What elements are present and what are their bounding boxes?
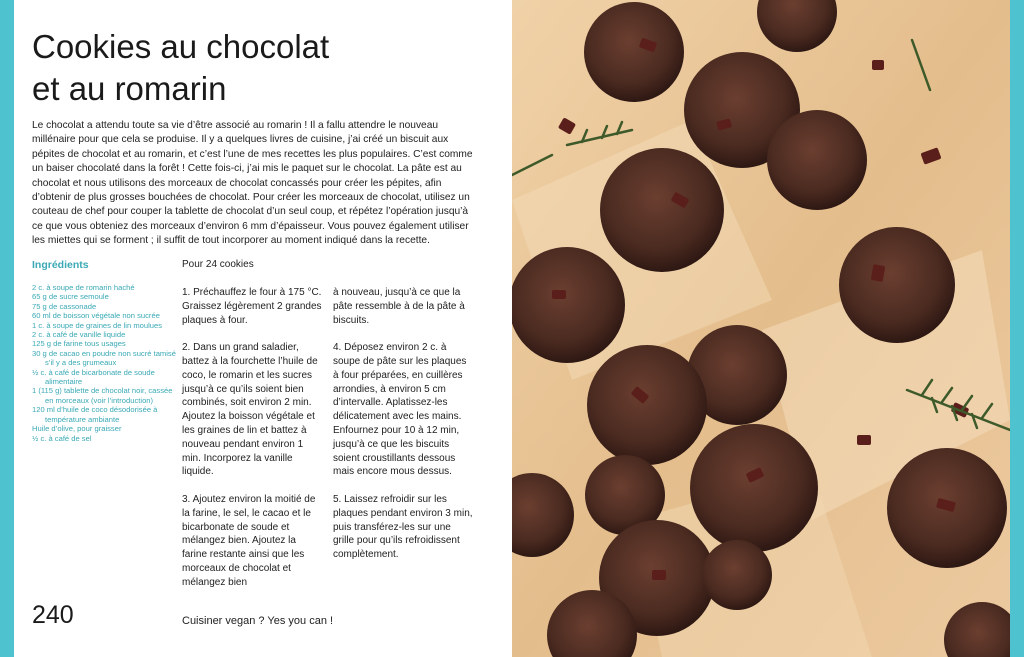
page-number: 240 [32,601,74,629]
cookie [767,110,867,210]
step-paragraph: 5. Laissez refroidir sur les plaques pendant environ 3 min, puis transférez-les sur une grille pour qu’ils refroidissent complètement. [333,493,473,561]
cookies-illustration [512,0,1010,657]
cookie [587,345,707,465]
recipe-yield: Pour 24 cookies [182,259,254,270]
step-paragraph: à nouveau, jusqu’à ce que la pâte ressemble à de la pâte à biscuits. [333,287,465,326]
ingredient-item: 120 ml d’huile de coco désodorisée à température ambiante [32,405,158,424]
ingredient-item: 65 g de sucre semoule [32,292,109,302]
title-line-1: Cookies au chocolat [32,28,330,65]
book-title-footer: Cuisiner vegan ? Yes you can ! [182,615,334,627]
left-page [14,0,512,657]
cookie [584,2,684,102]
ingredient-item: 2 c. à café de vanille liquide [32,330,126,340]
ingredient-item: 2 c. à soupe de romarin haché [32,283,135,292]
ingredient-item: 30 g de cacao en poudre non sucré tamisé s’il y a des grumeaux [32,348,176,368]
step-paragraph: 2. Dans un grand saladier, battez à la fourchette l’huile de coco, le romarin et les sucres jusqu’à ce qu’ils soient bien combinés, soit environ 2 min. Ajoutez la boisson végétale et les graines de lin et battez à nouveau pendant environ 1 min. Incorporez la vanille liquide. [182,342,318,478]
ingredient-item: 75 g de cassonade [32,301,97,311]
step-paragraph: 1. Préchauffez le four à 175 °C. Graissez légèrement 2 grandes plaques à four. [182,287,322,326]
ingredient-item: ½ c. à café de bicarbonate de soude alimentaire [32,367,155,387]
ingredients-list [32,283,180,443]
ingredient-item: 1 (115 g) tablette de chocolat noir, cassée en morceaux (voir l’introduction) [32,386,173,405]
recipe-title [32,26,492,110]
cookies-photo [512,0,1010,657]
cookie [512,247,625,363]
title-line-2: et au romarin [32,70,227,107]
cookie [600,148,724,272]
ingredient-item: 60 ml de boisson végétale non sucrée [32,311,160,321]
steps-column-1 [182,286,322,603]
step-paragraph: 4. Déposez environ 2 c. à soupe de pâte sur les plaques à four préparées, en cuillères arrondies, à environ 5 cm d’intervalle. Aplatissez-les délicatement avec les mains. Enfournez pour 10 à 12 min, jusqu’à ce que les biscuits soient croustillants dessous mais encore mous dessus. [333,342,467,478]
ingredient-item: 125 g de farine tous usages [32,339,126,349]
cookie [839,227,955,343]
cookie [702,540,772,610]
ingredients-heading: Ingrédients [32,259,89,271]
step-paragraph: 3. Ajoutez environ la moitié de la farine, le sel, le cacao et le bicarbonate de soude et mélangez bien. Ajoutez la farine restante ainsi que les morceaux de chocolat et mélangez bien [182,493,316,588]
recipe-intro: Le chocolat a attendu toute sa vie d’être associé au romarin ! Il a fallu attendre le nouveau millénaire pour que cela se produise. Il y a quelques livres de cuisine, j’ai créé un biscuit aux pépites de chocolat et au romarin, et c’est l’une de mes recettes les plus populaires. C’est comme un baiser chocolaté dans la forêt ! Cette fois-ci, j’ai mis le paquet sur le chocolat. La pâte est au chocolat et nous utilisons des morceaux de chocolat concassés pour créer les pépites, afin d’obtenir de plus grosses bouchées de chocolat. Pour créer les morceaux de chocolat, utilisez un couteau de chef pour couper la tablette de chocolat d’un seul coup, et répétez l’opération jusqu’à ce que vous obteniez des morceaux d’environ 6 mm d’épaisseur. Vous pouvez également utiliser les miettes qui se forment ; il suffit de tout incorporer au moment indiqué dans la recette. [32,120,473,247]
steps-column-2 [333,286,473,576]
ingredient-item: ½ c. à café de sel [32,433,92,443]
cookie [690,424,818,552]
ingredient-item: Huile d’olive, pour graisser [32,424,122,434]
ingredient-item: 1 c. à soupe de graines de lin moulues [32,320,163,330]
